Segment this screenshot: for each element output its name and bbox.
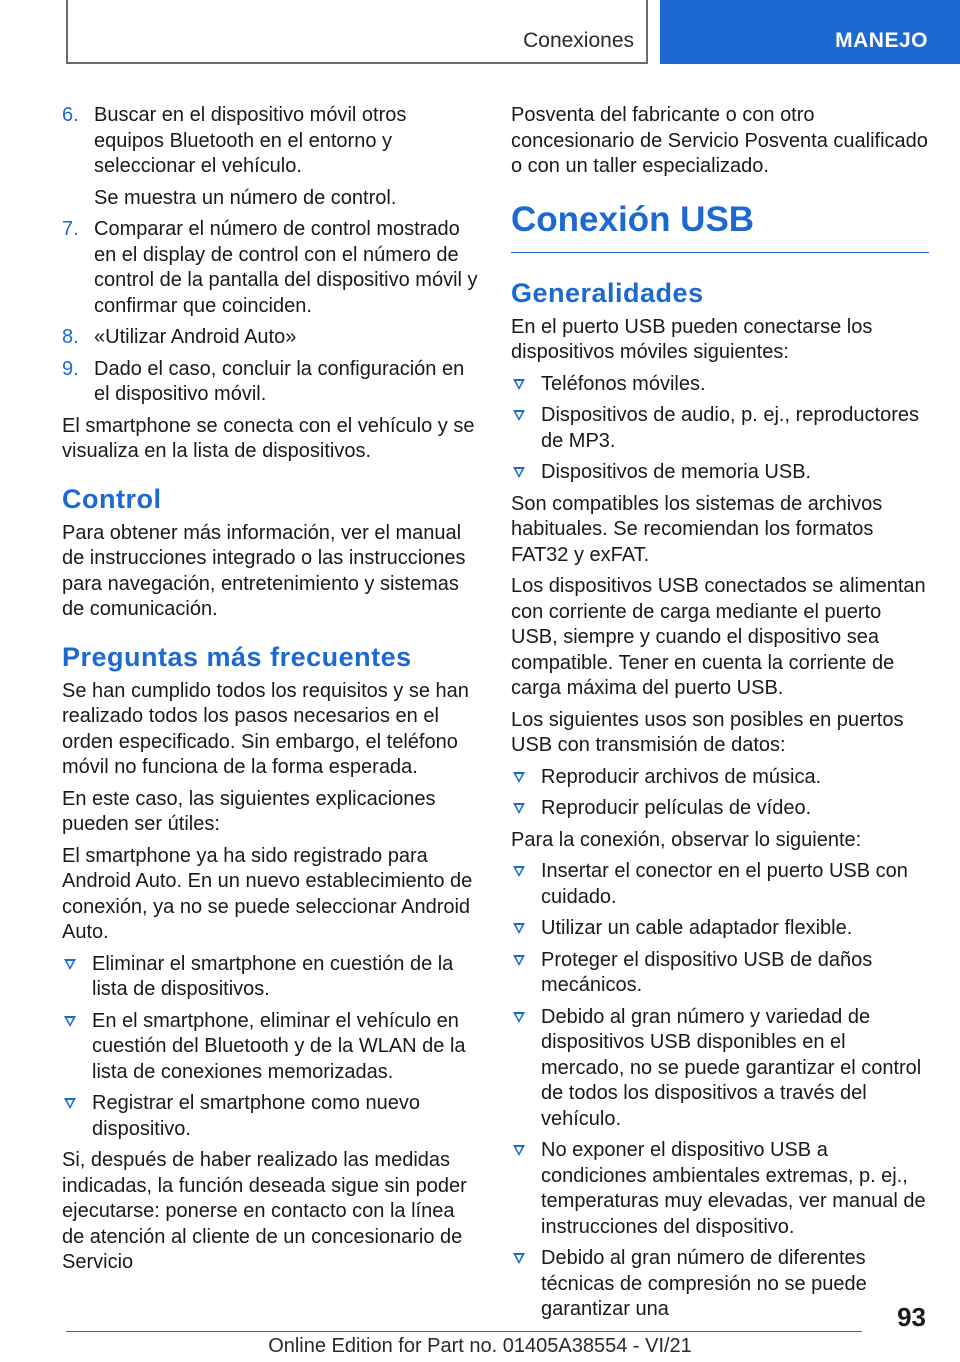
- step-text: Comparar el número de control mostrado en el display de control con el número de control de la pantalla del dispositivo móvil y confirmar que coinciden.: [94, 218, 478, 317]
- list-item-text: En el smartphone, eliminar el vehículo en cuestión del Bluetooth y de la WLAN de la lista de conexiones memorizadas.: [92, 1009, 466, 1083]
- page-header: [0, 0, 960, 66]
- triangle-bullet-icon: [64, 959, 76, 970]
- step-text: Dado el caso, concluir la configuración en el dispositivo móvil.: [94, 357, 465, 405]
- step-number: 7.: [62, 218, 79, 240]
- paragraph: Los siguientes usos son posibles en puertos USB con transmisión de datos:: [511, 708, 904, 756]
- list-item: [511, 948, 929, 999]
- triangle-bullet-icon: [513, 467, 525, 478]
- edition-footer: Online Edition for Part no. 01405A38554 - VI/21: [268, 1335, 692, 1357]
- page-number: 93: [897, 1302, 926, 1332]
- heading-general: Generalidades: [511, 277, 704, 308]
- paragraph: Para obtener más información, ver el manual de instrucciones integrado o las instrucciones para navegación, entretenimiento y sistemas de comunicación.: [62, 521, 466, 620]
- list-item-text: Insertar el conector en el puerto USB con cuidado.: [541, 860, 908, 908]
- left-column: [62, 103, 480, 1282]
- list-item-text: Registrar el smartphone como nuevo dispositivo.: [92, 1092, 420, 1140]
- list-item: [511, 916, 929, 942]
- triangle-bullet-icon: [513, 379, 525, 390]
- step-7: [62, 217, 480, 319]
- list-item: [62, 1009, 480, 1086]
- list-item-text: Proteger el dispositivo USB de daños mecánicos.: [541, 948, 873, 996]
- list-item: [511, 1138, 929, 1240]
- list-item: [511, 796, 929, 822]
- list-item-text: Utilizar un cable adaptador flexible.: [541, 917, 853, 939]
- triangle-bullet-icon: [513, 923, 525, 934]
- list-item-text: Reproducir películas de vídeo.: [541, 797, 812, 819]
- heading-control: Control: [62, 483, 162, 514]
- list-item-text: Debido al gran número de diferentes técnicas de compresión no se puede garantizar una: [541, 1247, 867, 1320]
- list-item: [511, 859, 929, 910]
- list-item: [62, 1091, 480, 1142]
- heading-usb: Conexión USB: [511, 198, 929, 253]
- step-text: «Utilizar Android Auto»: [94, 326, 297, 348]
- triangle-bullet-icon: [513, 1012, 525, 1023]
- list-item: [511, 1246, 929, 1323]
- list-item-text: Debido al gran número y variedad de dispositivos USB disponibles en el mercado, no se puede garantizar el control de todos los dispositivos a través del vehículo.: [541, 1005, 922, 1130]
- list-item-text: Teléfonos móviles.: [541, 372, 706, 395]
- paragraph: Se han cumplido todos los requisitos y se han realizado todos los pasos necesarios en el orden especificado. Sin embargo, el teléfono móvil no funciona de la forma esperada.: [62, 679, 469, 778]
- triangle-bullet-icon: [513, 772, 525, 783]
- list-item: [511, 403, 929, 454]
- list-item-text: Reproducir archivos de música.: [541, 765, 822, 788]
- paragraph: Son compatibles los sistemas de archivos habituales. Se recomiendan los formatos FAT32 y exFAT.: [511, 492, 883, 566]
- triangle-bullet-icon: [513, 1253, 525, 1264]
- list-item-text: No exponer el dispositivo USB a condiciones ambientales extremas, p. ej., temperaturas muy elevadas, ver manual de instrucciones del dispositivo.: [541, 1139, 926, 1238]
- heading-faq: Preguntas más frecuentes: [62, 641, 412, 672]
- triangle-bullet-icon: [513, 1145, 525, 1156]
- list-item-text: Eliminar el smartphone en cuestión de la lista de dispositivos.: [92, 952, 454, 1000]
- triangle-bullet-icon: [513, 803, 525, 814]
- triangle-bullet-icon: [513, 866, 525, 877]
- triangle-bullet-icon: [513, 955, 525, 966]
- paragraph: En este caso, las siguientes explicaciones pueden ser útiles:: [62, 787, 436, 835]
- step-number: 9.: [62, 357, 79, 380]
- paragraph: Para la conexión, observar lo siguiente:: [511, 828, 862, 851]
- list-item: [62, 952, 480, 1003]
- step-8: [62, 325, 480, 351]
- triangle-bullet-icon: [513, 410, 525, 421]
- list-item: [511, 765, 929, 791]
- triangle-bullet-icon: [64, 1098, 76, 1109]
- paragraph: Si, después de haber realizado las medidas indicadas, la función deseada sigue sin poder ejecutarse: ponerse en contacto con la línea de atención al cliente de un concesionario de Servicio: [62, 1149, 467, 1273]
- triangle-bullet-icon: [64, 1016, 76, 1027]
- step-number: 6.: [62, 104, 79, 126]
- usb-heading-block: [511, 198, 929, 253]
- step-6-result: Se muestra un número de control.: [94, 186, 397, 209]
- paragraph: Posventa del fabricante o con otro concesionario de Servicio Posventa cualificado o con un taller especializado.: [511, 104, 928, 177]
- right-column: [511, 103, 929, 1329]
- step-number: 8.: [62, 326, 79, 348]
- chapter-tab[interactable]: MANEJO: [660, 0, 960, 64]
- step-text: Buscar en el dispositivo móvil otros equipos Bluetooth en el entorno y seleccionar el vehículo.: [94, 104, 407, 177]
- list-item: [511, 372, 929, 398]
- paragraph: El smartphone se conecta con el vehículo y se visualiza en la lista de dispositivos.: [62, 414, 475, 462]
- paragraph: En el puerto USB pueden conectarse los dispositivos móviles siguientes:: [511, 315, 873, 363]
- list-item-text: Dispositivos de memoria USB.: [541, 461, 812, 483]
- list-item: [511, 460, 929, 486]
- step-6: [62, 103, 480, 180]
- list-item-text: Dispositivos de audio, p. ej., reproductores de MP3.: [541, 404, 919, 452]
- footer-divider: [66, 1331, 862, 1332]
- section-title: Conexiones: [66, 0, 648, 64]
- list-item: [511, 1005, 929, 1133]
- paragraph: El smartphone ya ha sido registrado para Android Auto. En un nuevo establecimiento de conexión, ya no se puede seleccionar Android Auto.: [62, 844, 473, 943]
- step-9: [62, 357, 480, 408]
- paragraph: Los dispositivos USB conectados se alimentan con corriente de carga mediante el puerto USB, siempre y cuando el dispositivo sea compatible. Tener en cuenta la corriente de carga máxima del puerto USB.: [511, 575, 926, 699]
